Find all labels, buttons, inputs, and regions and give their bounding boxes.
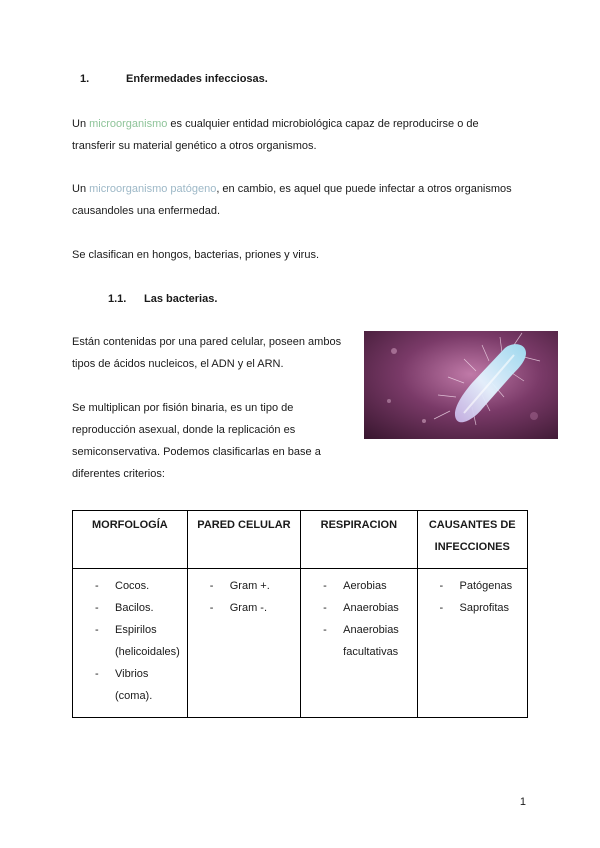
list-item: - Patógenas [436, 575, 528, 597]
header-line: INFECCIONES [434, 541, 510, 553]
text-run: reproducción asexual, donde la replicación es [72, 424, 296, 436]
table-row [73, 569, 528, 718]
highlight-term: microorganismo [89, 118, 168, 130]
list-item: - Anaerobias [319, 597, 416, 619]
text-run: , en cambio, es aquel que puede infectar a otros organismos [216, 183, 512, 195]
table-header: PARED CELULAR [187, 511, 300, 569]
header-line: CAUSANTES DE [428, 519, 516, 531]
section-heading-1-1 [108, 288, 217, 310]
text-run: Están contenidas por una pared celular, poseen ambos [72, 336, 342, 348]
bacteria-image [364, 331, 558, 439]
table-cell [417, 569, 528, 718]
paragraph-clasificacion: Se clasifican en hongos, bacterias, priones y virus. [72, 249, 320, 261]
list-item: - Aerobias [319, 575, 416, 597]
list-item: - Anaerobias facultativas [319, 619, 416, 663]
table-cell [301, 569, 417, 718]
text-run: Un [72, 183, 90, 195]
list-item: - Espirilos (helicoidales) [91, 619, 187, 663]
text-run: es cualquier entidad microbiológica capaz de reproducirse o de [167, 118, 479, 130]
table-cell [187, 569, 300, 718]
list-item: - Gram -. [206, 597, 300, 619]
table-header: RESPIRACION [301, 511, 417, 569]
section-title: Enfermedades infecciosas. [126, 73, 268, 85]
text-run: tipos de ácidos nucleicos, el ADN y el ARN. [72, 358, 284, 370]
text-run: semiconservativa. Podemos clasificarlas en base a [72, 446, 321, 458]
paragraph-pared-celular [72, 331, 341, 375]
criteria-list [418, 575, 528, 619]
paragraph-patogeno [72, 178, 512, 222]
text-run: causandoles una enfermedad. [72, 205, 220, 217]
text-run: Se multiplican por fisión binaria, es un tipo de [72, 402, 294, 414]
table-header: MORFOLOGÍA [73, 511, 188, 569]
text-run: Un [72, 118, 90, 130]
section-heading-1 [80, 68, 268, 90]
section-number: 1. [80, 73, 90, 85]
page-number: 1 [519, 796, 526, 808]
list-item: - Gram +. [206, 575, 300, 597]
paragraph-fision-binaria [72, 397, 321, 485]
table-header [417, 511, 528, 569]
criteria-list [73, 575, 187, 707]
table-header-row [73, 511, 528, 569]
section-number: 1.1. [108, 293, 127, 305]
section-title: Las bacterias. [144, 293, 218, 305]
highlight-term: microorganismo patógeno [89, 183, 217, 195]
list-item: - Vibrios (coma). [91, 663, 187, 707]
criteria-list [188, 575, 300, 619]
criteria-list [301, 575, 416, 663]
criteria-table [72, 510, 528, 718]
list-item: - Saprofitas [436, 597, 528, 619]
table-cell [73, 569, 188, 718]
paragraph-microorganismo [72, 113, 479, 157]
text-run: diferentes criterios: [72, 468, 165, 480]
list-item: - Bacilos. [91, 597, 187, 619]
text-run: transferir su material genético a otros organismos. [72, 140, 317, 152]
list-item: - Cocos. [91, 575, 187, 597]
